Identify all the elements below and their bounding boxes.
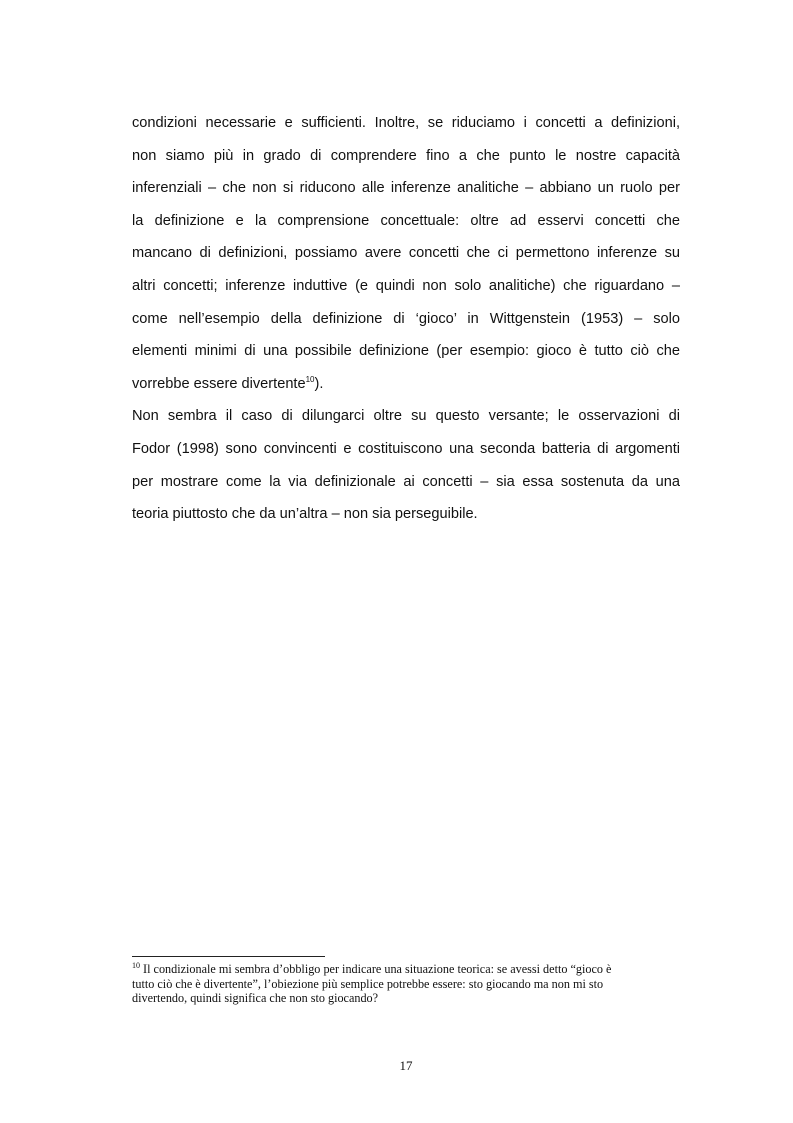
text-line: altri concetti; inferenze induttive (e quindi non solo analitiche) che riguardano – (132, 277, 680, 294)
footnote-line: tutto ciò che è divertente”, l’obiezione più semplice potrebbe essere: sto giocando ma non mi sto (132, 976, 604, 991)
paragraph-2 (132, 403, 680, 533)
text-line: la definizione e la comprensione concettuale: oltre ad esservi concetti che (132, 212, 680, 229)
body-text (132, 110, 680, 534)
text-line: elementi minimi di una possibile definizione (per esempio: gioco è tutto ciò che (132, 343, 680, 360)
text-line: Non sembra il caso di dilungarci oltre su questo versante; le osservazioni di (132, 408, 680, 425)
page-number: 17 (399, 1058, 413, 1073)
footnote-reference[interactable]: 10 (305, 374, 315, 384)
text-fragment: vorrebbe essere divertente (132, 375, 306, 392)
footnote-number: 10 (132, 960, 140, 970)
paragraph-1 (132, 110, 680, 403)
text-fragment: ). (314, 375, 324, 392)
footnote-line (132, 962, 681, 977)
footnote-text: Il condizionale mi sembra d’obbligo per indicare una situazione teorica: se avessi detto “gioco è (143, 962, 612, 976)
footnote-line: divertendo, quindi significa che non sto giocando? (132, 991, 379, 1006)
text-line: inferenziali – che non si riducono alle inferenze analitiche – abbiano un ruolo per (132, 180, 680, 197)
text-line: teoria piuttosto che da un’altra – non sia perseguibile. (132, 506, 478, 523)
footnote-divider (132, 956, 325, 957)
text-line: mancano di definizioni, possiamo avere concetti che ci permettono inferenze su (132, 245, 680, 262)
text-line: come nell’esempio della definizione di ‘gioco’ in Wittgenstein (1953) – solo (132, 310, 680, 327)
text-line: Fodor (1998) sono convincenti e costituiscono una seconda batteria di argomenti (132, 440, 680, 457)
footnote (132, 962, 681, 1006)
text-line-last (132, 371, 680, 404)
text-line: per mostrare come la via definizionale ai concetti – sia essa sostenuta da una (132, 473, 680, 490)
text-line: condizioni necessarie e sufficienti. Inoltre, se riduciamo i concetti a definizioni, (132, 115, 680, 131)
text-line: non siamo più in grado di comprendere fino a che punto le nostre capacità (132, 147, 680, 164)
